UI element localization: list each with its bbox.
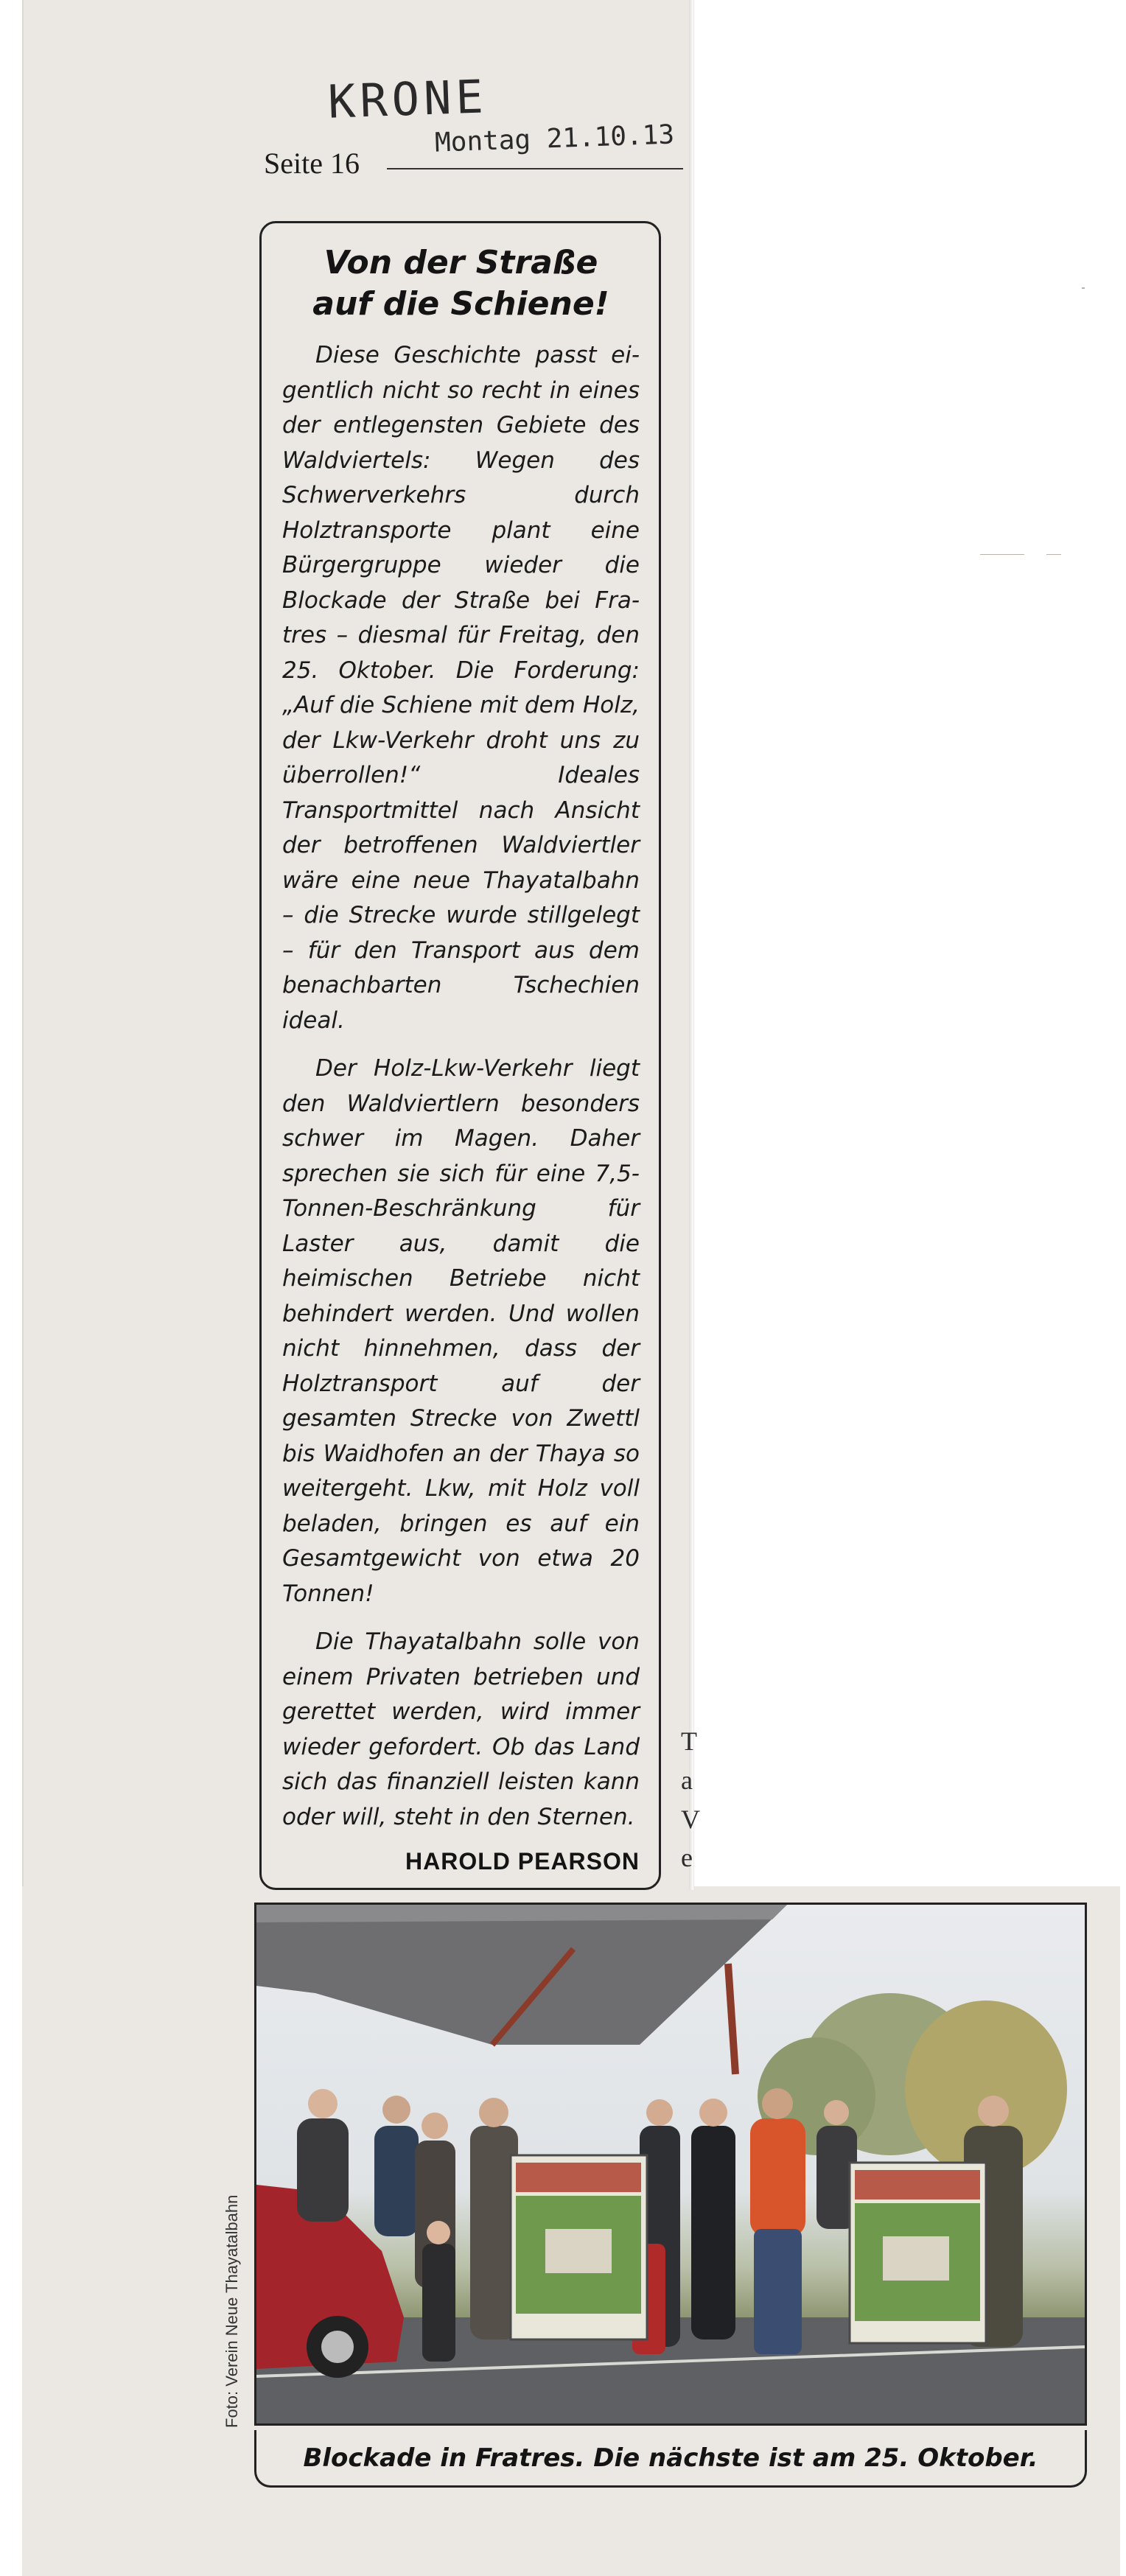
person xyxy=(691,2126,735,2339)
person-head xyxy=(646,2099,673,2126)
person-head xyxy=(479,2098,508,2127)
scan-edge xyxy=(689,0,693,1890)
protest-sign-left xyxy=(511,2155,647,2339)
person-head xyxy=(382,2096,410,2124)
handwritten-date: Montag 21.10.13 xyxy=(434,119,675,158)
car-hubcap xyxy=(321,2331,354,2363)
shelter-post xyxy=(728,1964,735,2074)
header-rule xyxy=(387,168,683,169)
shelter-roof-edge xyxy=(256,1905,787,1922)
adjacent-text-fragment: T xyxy=(681,1726,697,1756)
adjacent-text-fragment: V xyxy=(681,1805,700,1834)
article-paragraph-3: Die Thayatalbahn solle von einem Privaten betrieben und gerettet werden, wird immer wieder gefordert. Ob das Land sich das finanziell leisten kann oder will, steht in den Sternen. xyxy=(282,1628,640,1830)
shelter-roof xyxy=(256,1905,787,2045)
page-number: Seite 16 xyxy=(264,147,360,180)
article-paragraph-1: Diese Geschichte passt eigentlich nicht so recht in eines der entlegensten Gebiete des Waldviertels: Wegen des Schwerverkehrs durch Holztransporte plant eine Bürgergruppe wieder die Blockade der Straße bei Fratres – diesmal für Freitag, den 25. Oktober. Die Forderung: „Auf die Schiene mit dem Holz, der Lkw-Verkehr droht uns zu überrollen!“ Ideales Transportmittel nach Ansicht der betroffenen Waldviertler wäre eine neue Thayatalbahn – die Strecke wurde stillgelegt – für den Transport aus dem benachbarten Tschechien ideal. xyxy=(282,342,640,1034)
article-box xyxy=(259,221,661,1890)
headline-line-1: Von der Straße xyxy=(324,244,598,281)
sign-header xyxy=(855,2170,980,2199)
article-byline: HAROLD PEARSON xyxy=(405,1848,640,1875)
handwritten-source: KRONE xyxy=(326,69,489,129)
person-head xyxy=(422,2113,448,2139)
scan-speck xyxy=(1082,287,1085,289)
news-photo xyxy=(254,1903,1087,2426)
scan-speck xyxy=(1046,554,1061,555)
person-head xyxy=(699,2099,727,2127)
person-head xyxy=(762,2088,793,2119)
article-body xyxy=(282,338,640,1835)
person-orange-jacket xyxy=(750,2118,805,2236)
sign-header xyxy=(516,2163,641,2192)
photo-caption: Blockade in Fratres. Die nächste ist am 25. Oktober. xyxy=(303,2443,1038,2473)
person-head xyxy=(308,2089,338,2118)
sign-photo xyxy=(545,2229,612,2273)
child-head xyxy=(427,2221,450,2244)
person-head xyxy=(978,2096,1009,2127)
adjacent-text-fragment: e xyxy=(681,1843,693,1872)
article-paragraph-2: Der Holz-Lkw-Verkehr liegt den Waldviertlern besonders schwer im Magen. Daher sprechen sie sich für eine 7,5-Tonnen-Beschränkung für Laster aus, damit die heimischen Betriebe nicht behindert werden. Und wollen nicht hinnehmen, dass der Holztransport auf der gesamten Strecke von Zwettl bis Waidhofen an der Thaya so weitergeht. Lkw, mit Holz voll beladen, bringen es auf ein Gesamtgewicht von etwa 20 Tonnen! xyxy=(282,1055,640,1607)
person-head xyxy=(824,2100,849,2125)
headline-line-2: auf die Schiene! xyxy=(312,285,609,323)
photo-illustration xyxy=(256,1905,1085,2423)
photo-credit: Foto: Verein Neue Thayatalbahn xyxy=(223,2194,241,2428)
adjacent-text-fragment: a xyxy=(681,1765,693,1795)
person xyxy=(374,2126,419,2236)
person xyxy=(297,2118,349,2222)
caption-box xyxy=(254,2430,1087,2488)
child xyxy=(422,2244,455,2362)
article-headline xyxy=(282,242,640,325)
sign-photo xyxy=(883,2236,949,2281)
person-jeans xyxy=(754,2229,802,2354)
scan-speck xyxy=(980,554,1024,555)
protest-sign-right xyxy=(850,2163,986,2343)
